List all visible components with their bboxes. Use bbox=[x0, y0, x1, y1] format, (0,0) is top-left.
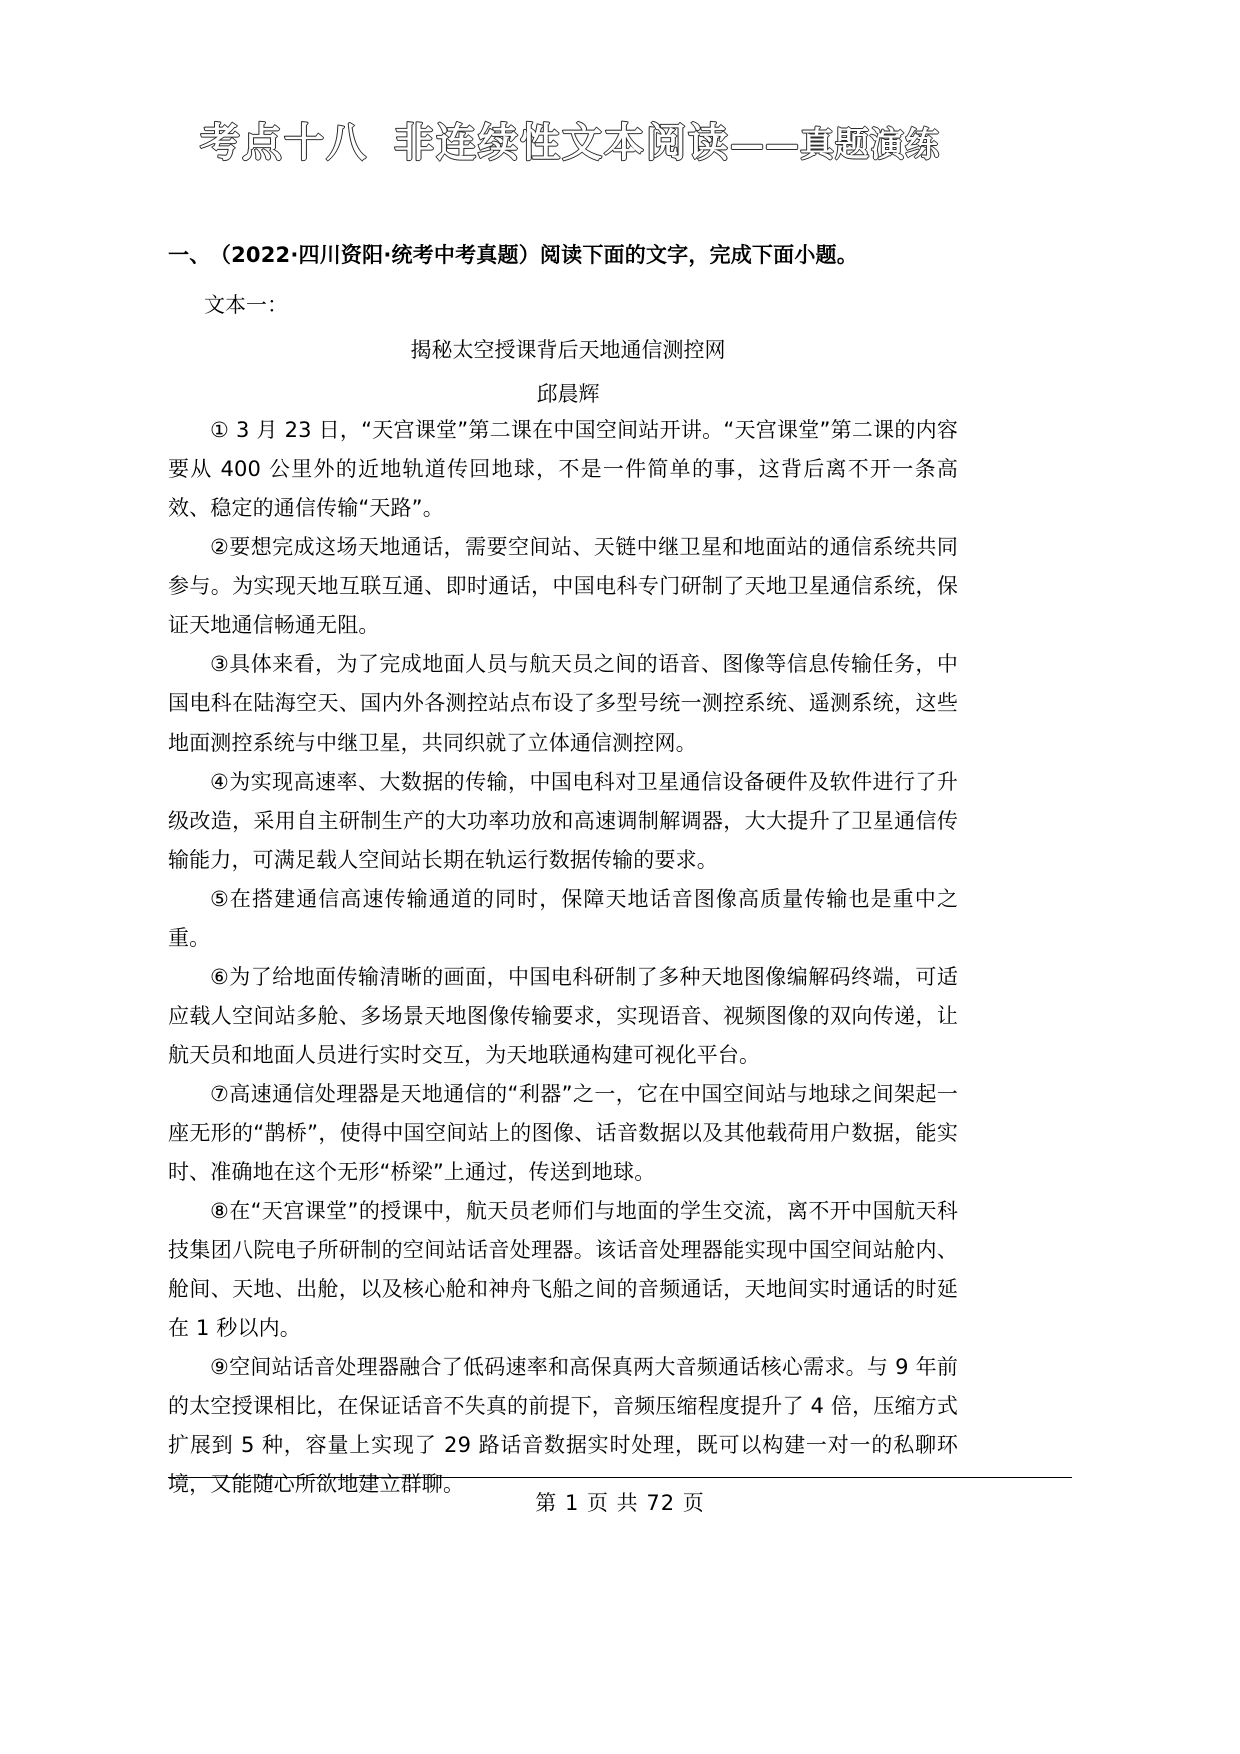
page-content bbox=[168, 118, 958, 1504]
article-paragraph-9: ⑨空间站话音处理器融合了低码速率和高保真两大音频通话核心需求。与 9 年前的太空授课相比，在保证话音不失真的前提下，音频压缩程度提升了 4 倍，压缩方式扩展到 5 种，容量上实现了 29 路话音数据实时处理，既可以构建一对一的私聊环境，又能随心所欲地建立群聊。 bbox=[168, 1355, 958, 1497]
page-title-second: 非连续性文本阅读 bbox=[394, 120, 730, 166]
footer-divider bbox=[168, 1477, 1072, 1478]
page-footer bbox=[0, 1489, 1240, 1518]
article-paragraph-8: ⑧在“天宫课堂”的授课中，航天员老师们与地面的学生交流，离不开中国航天科技集团八院电子所研制的空间站话音处理器。该话音处理器能实现中国空间站舱内、舱间、天地、出舱，以及核心舱和神舟飞船之间的音频通话，天地间实时通话的时延在 1 秒以内。 bbox=[168, 1199, 958, 1341]
article-paragraph-3: ③具体来看，为了完成地面人员与航天员之间的语音、图像等信息传输任务，中国电科在陆海空天、国内外各测控站点布设了多型号统一测控系统、遥测系统，这些地面测控系统与中继卫星，共同织就了立体通信测控网。 bbox=[168, 652, 958, 755]
article-paragraph-2: ②要想完成这场天地通话，需要空间站、天链中继卫星和地面站的通信系统共同参与。为实现天地互联互通、即时通话，中国电科专门研制了天地卫星通信系统，保证天地通信畅通无阻。 bbox=[168, 535, 958, 638]
page-number-text: 第 1 页 共 72 页 bbox=[535, 1491, 705, 1515]
question-heading bbox=[168, 240, 958, 272]
article-paragraph-6: ⑥为了给地面传输清晰的画面，中国电科研制了多种天地图像编解码终端，可适应载人空间站多舱、多场景天地图像传输要求，实现语音、视频图像的双向传递，让航天员和地面人员进行实时交互，为天地联通构建可视化平台。 bbox=[168, 964, 958, 1067]
question-source: （2022·四川资阳·统考中考真题） bbox=[220, 243, 540, 267]
article-paragraph-4: ④为实现高速率、大数据的传输，中国电科对卫星通信设备硬件及软件进行了升级改造，采用自主研制生产的大功率功放和高速调制解调器，大大提升了卫星通信传输能力，可满足载人空间站长期在轨运行数据传输的要求。 bbox=[168, 769, 958, 872]
page-title bbox=[200, 118, 958, 168]
page-title-main: 考点十八 bbox=[200, 120, 368, 166]
article-paragraph-1: ① 3 月 23 日，“天宫课堂”第二课在中国空间站开讲。“天宫课堂”第二课的内容要从 400 公里外的近地轨道传回地球，不是一件简单的事，这背后离不开一条高效、稳定的通信传输“天路”。 bbox=[168, 418, 958, 521]
page-title-subtitle: ——真题演练 bbox=[730, 125, 940, 165]
article-title: 揭秘太空授课背后天地通信测控网 bbox=[410, 337, 726, 362]
question-number: 一、 bbox=[168, 243, 211, 267]
question-instruction: 阅读下面的文字，完成下面小题。 bbox=[539, 243, 858, 267]
text-one-label: 文本一： bbox=[204, 292, 288, 317]
article-author: 邱晨辉 bbox=[536, 381, 600, 406]
article-paragraph-7: ⑦高速通信处理器是天地通信的“利器”之一，它在中国空间站与地球之间架起一座无形的“鹊桥”，使得中国空间站上的图像、话音数据以及其他载荷用户数据，能实时、准确地在这个无形“桥梁”上通过，传送到地球。 bbox=[168, 1081, 958, 1185]
article-paragraph-5: ⑤在搭建通信高速传输通道的同时，保障天地话音图像高质量传输也是重中之重。 bbox=[168, 886, 958, 950]
